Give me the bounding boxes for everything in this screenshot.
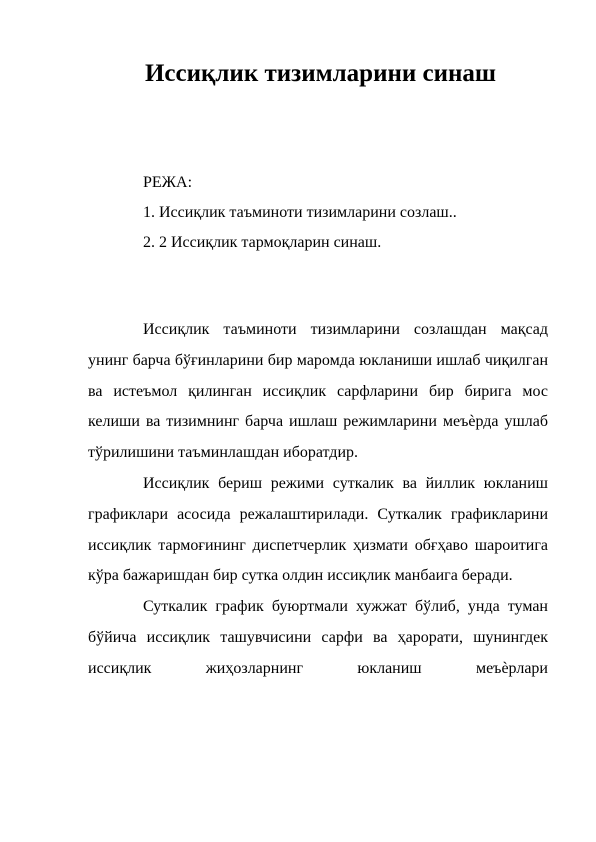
body-text xyxy=(88,315,548,685)
document-title: Иссиқлик тизимларини синаш xyxy=(144,60,497,87)
plan-heading: РЕЖА: xyxy=(143,174,193,191)
paragraph-3: Суткалик график буюртмали хужжат бўлиб, унда туман бўйича иссиқлик ташувчисини сарфи ва ҳарорати, шунингдек иссиқлик жиҳозларнинг юкланиш меъѐрлари xyxy=(88,598,548,677)
paragraph-2: Иссиқлик бериш режими суткалик ва йиллик юкланиш графиклари асосида режалаштирилади. Суткалик графикларини иссиқлик тармоғининг диспетчерлик ҳизмати обғҳаво шароитига кўра бажаришдан бир сутка олдин иссиқлик манбаига беради. xyxy=(88,474,548,585)
plan-item-1: 1. Иссиқлик таъминоти тизимларини созлаш.. xyxy=(143,204,457,221)
paragraph-1: Иссиқлик таъминоти тизимларини созлашдан мақсад унинг барча бўғинларини бир маромда юкланиши ишлаб чиқилган ва истеъмол қилинган иссиқлик сарфларини бир бирига мос келиши ва тизимнинг барча ишлаш режимларини меъѐрда ушлаб тўрилишини таъминлашдан иборатдир. xyxy=(88,321,548,462)
plan-section xyxy=(143,168,457,258)
plan-item-2: 2. 2 Иссиқлик тармоқларин синаш. xyxy=(143,234,382,251)
